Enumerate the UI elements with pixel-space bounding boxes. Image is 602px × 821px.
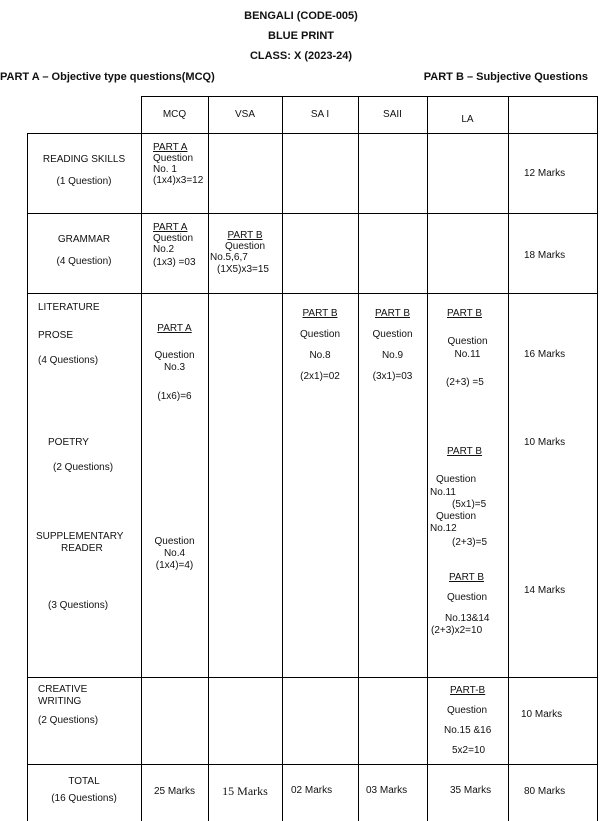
table-row-divider [27,764,598,765]
col-header-sa2: SAII [383,109,402,120]
grammar-vsa-part: PART B [227,230,263,241]
prose-la-question: Question [447,336,488,347]
total-overall-marks: 80 Marks [524,786,566,797]
creative-la-marks: 5x2=10 [452,745,486,756]
table-col-divider [141,96,142,821]
col-header-la: LA [461,114,474,125]
grammar-mcq-question: Question [153,233,194,244]
poetry-la-marks-2: (2+3)=5 [452,537,488,548]
reading-total-marks: 12 Marks [524,168,566,179]
prose-sa1-question: Question [299,329,341,340]
grammar-mcq-marks: (1x3) =03 [153,257,196,268]
supp-la-number: No.13&14 [445,613,490,624]
poetry-total-marks: 10 Marks [524,437,566,448]
table-col-divider [208,96,209,821]
total-la-marks: 35 Marks [450,785,492,796]
total-vsa-marks: 15 Marks [222,784,268,798]
supp-mcq-question: Question [154,536,195,547]
prose-sa2-number: No.9 [381,350,404,361]
total-sa2-marks: 03 Marks [366,785,408,796]
row-label-supplementary: SUPPLEMENTARY [36,531,124,542]
poetry-la-part: PART B [447,446,483,457]
row-sub-grammar: (4 Question) [56,256,112,267]
prose-total-marks: 16 Marks [524,349,566,360]
poetry-la-marks-1: (5x1)=5 [452,499,487,510]
row-sub-poetry: (2 Questions) [53,462,114,473]
supp-la-question: Question [447,592,488,603]
row-label-creative: CREATIVE [38,684,88,695]
creative-la-number: No.15 &16 [444,725,492,736]
col-header-mcq: MCQ [162,109,187,120]
prose-mcq-number: No.3 [163,362,186,373]
row-sub-prose: (4 Questions) [38,355,99,366]
prose-la-part: PART B [447,308,483,319]
table-col-divider [508,96,509,821]
grammar-total-marks: 18 Marks [524,250,566,261]
row-label-writing: WRITING [38,696,82,707]
prose-sa1-marks: (2x1)=02 [300,371,340,382]
supp-mcq-number: No.4 [163,548,186,559]
row-label-prose: PROSE [38,330,74,341]
col-header-vsa: VSA [234,109,255,120]
creative-total-marks: 10 Marks [521,709,563,720]
table-border-right [597,96,598,821]
row-label-literature: LITERATURE [38,302,100,313]
part-b-heading: PART B – Subjective Questions [423,71,588,83]
prose-la-marks: (2+3) =5 [446,377,484,388]
row-sub-total: (16 Questions) [51,793,117,804]
prose-sa2-marks: (3x1)=03 [372,371,413,382]
reading-mcq-part: PART A [153,142,188,153]
poetry-la-number-1: No.11 [430,487,456,498]
grammar-vsa-marks: (1X5)x3=15 [217,264,269,275]
poetry-la-question-1: Question [436,474,477,485]
prose-sa2-question: Question [372,329,413,340]
table-col-divider [282,96,283,821]
poetry-la-number-2: No.12 [430,523,457,534]
document-title: BENGALI (CODE-005) [244,10,358,22]
document-subtitle: BLUE PRINT [268,30,334,42]
supp-mcq-marks: (1x4)=4) [155,560,194,571]
table-row-divider [27,677,598,678]
prose-mcq-question: Question [154,350,195,361]
grammar-mcq-number: No.2 [153,244,175,255]
reading-mcq-marks: (1x4)x3=12 [153,175,204,186]
class-label: CLASS: X (2023-24) [249,50,353,62]
row-label-grammar: GRAMMAR [57,234,111,245]
total-mcq-marks: 25 Marks [153,786,196,797]
table-row-divider [27,133,598,134]
table-col-divider [358,96,359,821]
row-sub-creative: (2 Questions) [38,715,99,726]
prose-sa1-part: PART B [302,308,338,319]
total-sa1-marks: 02 Marks [291,785,333,796]
table-row-divider [27,293,598,294]
prose-sa1-number: No.8 [309,350,331,361]
row-label-poetry: POETRY [48,437,89,448]
table-row-divider [141,96,598,97]
supp-la-part: PART B [449,572,485,583]
row-label-total: TOTAL [68,776,100,787]
prose-sa2-part: PART B [374,308,410,319]
prose-mcq-marks: (1x6)=6 [157,391,192,402]
creative-la-question: Question [447,705,488,716]
grammar-vsa-number: No.5,6,7 [210,252,248,263]
table-col-divider [427,96,428,821]
supp-la-marks: (2+3)x2=10 [431,625,483,636]
grammar-mcq-part: PART A [153,222,188,233]
row-label-reading: READING SKILLS [42,154,126,165]
poetry-la-question-2: Question [436,511,477,522]
creative-la-part: PART-B [450,685,486,696]
row-sub-reading: (1 Question) [56,176,112,187]
reading-mcq-question: Question [153,153,194,164]
reading-mcq-number: No. 1 [153,164,177,175]
row-sub-supplementary: (3 Questions) [48,600,109,611]
supp-total-marks: 14 Marks [524,585,566,596]
col-header-sa1: SA I [310,109,330,120]
row-label-reader: READER [61,543,103,554]
prose-mcq-part: PART A [157,323,192,334]
grammar-vsa-question: Question [224,241,266,252]
part-a-heading: PART A – Objective type questions(MCQ) [0,71,215,83]
table-row-divider [27,213,598,214]
prose-la-number: No.11 [454,349,481,360]
